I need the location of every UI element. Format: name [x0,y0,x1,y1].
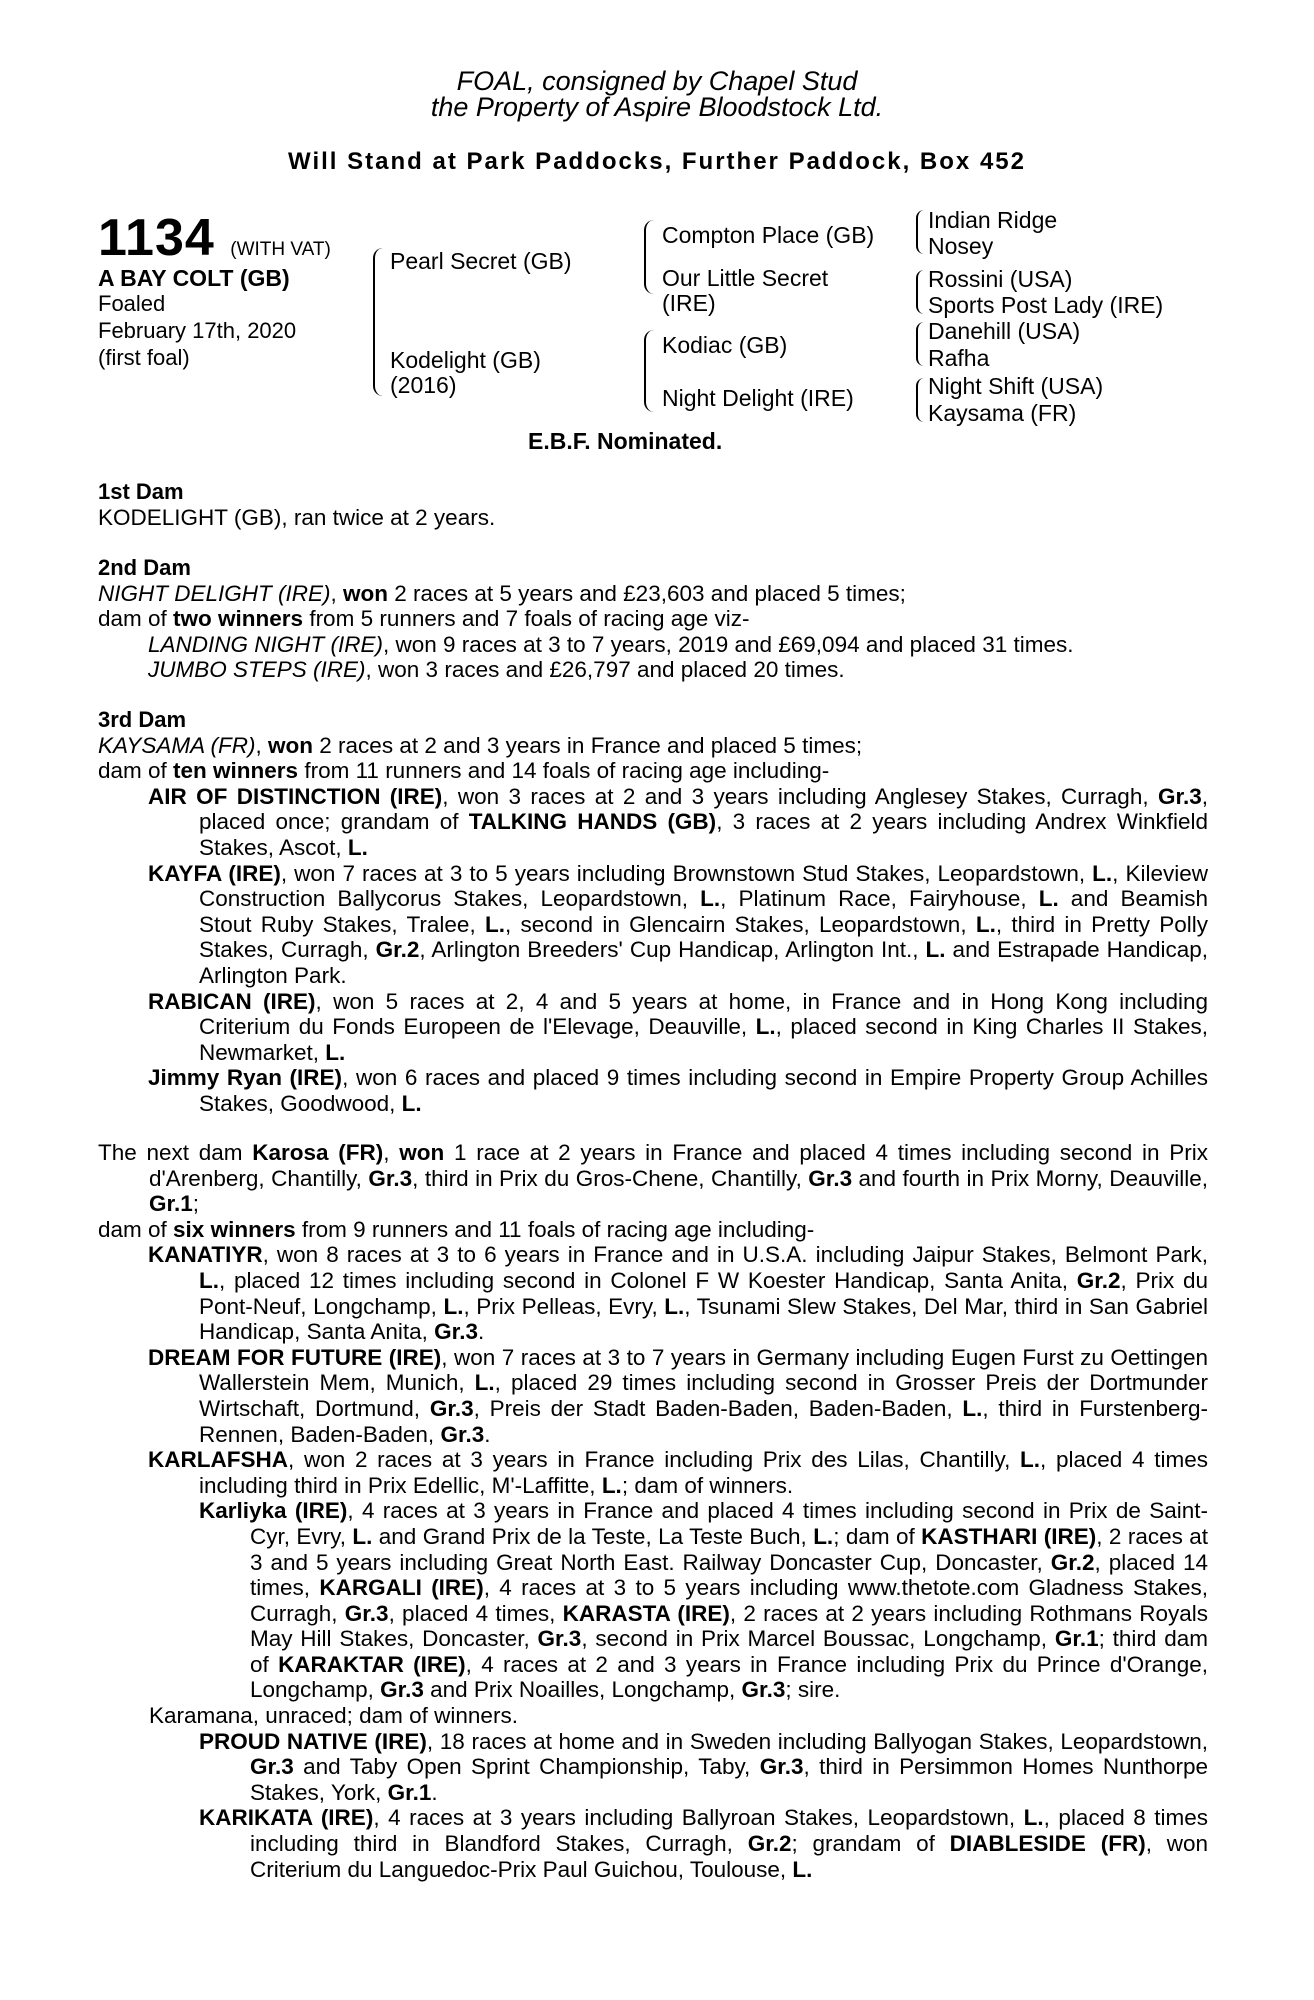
dds: Night Shift (USA) [928,373,1104,399]
ds-brace [916,322,924,366]
produce-summary: from 5 runners and 7 foals of racing age viz- [303,606,750,632]
dam-sire: Kodiac (GB) [662,332,788,358]
dam: Kodelight (GB) [390,347,541,373]
ss-brace [916,210,924,254]
second-dam-record: 2 races at 5 years and £23,603 and placed 5 times; [388,580,906,606]
dsd: Rafha [928,345,990,371]
produce-entry: DREAM FOR FUTURE (IRE), won 7 races at 3 to 7 years in Germany including Eugen Furst zu Oettingen Wallerstein Mem, Munich, L., placed 29 times including second in Grosser Preis der Dortmunder Wirtschaft, Dortmund, Gr.3, Preis der Stadt Baden-Baden, Baden-Baden, L., third in Furstenberg-Rennen, Baden-Baden, Gr.3. [148,1344,1209,1447]
dam-dam: Night Delight (IRE) [662,385,854,411]
produce-entry: Jimmy Ryan (IRE), won 6 races and placed 9 times including second in Empire Property Group Achilles Stakes, Goodwood, L. [148,1065,1208,1116]
produce-summary: from 11 runners and 14 foals of racing age including- [298,758,830,784]
produce-entry: KARIKATA (IRE), 4 races at 3 years including Ballyroan Stakes, Leopardstown, L., placed 8 times including third in Blandford Stakes, Curragh, Gr.2; grandam of DIABLESIDE (FR), won Criterium du Languedoc-Prix Paul Guichou, Toulouse, L. [199,1805,1208,1882]
sss: Indian Ridge [928,207,1058,233]
produce-entry: RABICAN (IRE), won 5 races at 2, 4 and 5 years at home, in France and in Hong Kong including Criterium du Fonds Europeen de l'Elevage, Deauville, L., placed second in King Charles II Stakes, Newmarket, L. [148,988,1208,1065]
consignor-line: FOAL, consigned by Chapel Stud [456,66,858,96]
dd-brace [916,378,924,422]
next-dam-section: The next dam Karosa (FR), won 1 race at 2 years in France and placed 4 times including second in Prix d'Arenberg, Chantilly, Gr.3, third in Prix du Gros-Chene, Chantilly, Gr.3 and fourth in Prix Morny, Deauville, Gr.1; dam of six winners from 9 runners and 11 foals of racing age including- KANATIYR, won 8 races at 3 to 6 years in France and in U.S.A. including Jaipur Stakes, Belmont Park, L., placed 12 times including second in Colonel F W Koester Handicap, Santa Anita, Gr.2, Prix du Pont-Neuf, Longchamp, L., Prix Pelleas, Evry, L., Tsunami Slew Stakes, Del Mar, third in San Gabriel Handicap, Santa Anita, Gr.3. DREAM FOR FUTURE (IRE), won 7 races at 3 to 7 years in Germany including Eugen Furst zu Oettingen Wallerstein Mem, Munich, L., placed 29 times including second in Grosser Preis der Dortmunder Wirtschaft, Dortmund, Gr.3, Preis der Stadt Baden-Baden, Baden-Baden, L., third in Furstenberg-Rennen, Baden-Baden, Gr.3. KARLAFSHA, won 2 races at 3 years in France including Prix des Lilas, Chantilly, L., placed 4 times including third in Prix Edellic, M'-Laffitte, L.; dam of winners. Karliyka (IRE), 4 races at 3 years in France and placed 4 times including second in Prix de Saint-Cyr, Evry, L. and Grand Prix de la Teste, La Teste Buch, L.; dam of KASTHARI (IRE), 2 races at 3 and 5 years including Great North East. Railway Doncaster Cup, Doncaster, Gr.2, placed 14 times, KARGALI (IRE), 4 races at 3 to 5 years including www.thetote.com Gladness Stakes, Curragh, Gr.3, placed 4 times, KARASTA (IRE), 2 races at 2 years including Rothmans Royals May Hill Stakes, Doncaster, Gr.3, second in Prix Marcel Boussac, Longchamp, Gr.1; third dam of KARAKTAR (IRE), 4 races at 2 and 3 years in France including Prix du Prince d'Orange, Longchamp, Gr.3 and Prix Noailles, Longchamp, Gr.3; sire. Karamana, unraced; dam of winners. PROUD NATIVE (IRE), 18 races at home and in Sweden including Ballyogan Stakes, Leopardstown, Gr.3 and Taby Open Sprint Championship, Taby, Gr.3, third in Persimmon Homes Nunthorpe Stakes, York, Gr.1. KARIKATA (IRE), 4 races at 3 years including Ballyroan Stakes, Leopardstown, L., placed 8 times including third in Blandford Stakes, Curragh, Gr.2; grandam of DIABLESIDE (FR), won Criterium du Languedoc-Prix Paul Guichou, Toulouse, L. [98,1140,1209,1882]
vat-note: (WITH VAT) [230,239,331,260]
second-dam-section: 2nd Dam NIGHT DELIGHT (IRE), won 2 races at 5 years and £23,603 and placed 5 times; dam of two winners from 5 runners and 7 foals of racing age viz- LANDING NIGHT (IRE), won 9 races at 3 to 7 years, 2019 and £69,094 and placed 31 times. JUMBO STEPS (IRE), won 3 races and £26,797 and placed 20 times. [98,555,1208,683]
dss: Danehill (USA) [928,318,1081,344]
sire-sire: Compton Place (GB) [662,222,875,248]
produce-entry: KAYFA (IRE), won 7 races at 3 to 5 years including Brownstown Stud Stakes, Leopardstown, L., Kileview Construction Ballycorus Stakes, Leopardstown, L., Platinum Race, Fairyhouse, L. and Beamish Stout Ruby Stakes, Tralee, L., second in Glencairn Stakes, Leopardstown, L., third in Pretty Polly Stakes, Curragh, Gr.2, Arlington Breeders' Cup Handicap, Arlington Int., L. and Estrapade Handicap, Arlington Park. [148,860,1209,988]
produce-entry: KARLAFSHA, won 2 races at 3 years in France including Prix des Lilas, Chantilly, L., placed 4 times including third in Prix Edellic, M'-Laffitte, L.; dam of winners. [148,1447,1208,1498]
ssd: Nosey [928,233,994,259]
third-dam-section: 3rd Dam KAYSAMA (FR), won 2 races at 2 and 3 years in France and placed 5 times; dam of ten winners from 11 runners and 14 foals of racing age including- AIR OF DISTINCTION (IRE), won 3 races at 2 and 3 years including Anglesey Stakes, Curragh, Gr.3, placed once; grandam of TALKING HANDS (GB), 3 races at 2 years including Andrex Winkfield Stakes, Ascot, L. KAYFA (IRE), won 7 races at 3 to 5 years including Brownstown Stud Stakes, Leopardstown, L., Kileview Construction Ballycorus Stakes, Leopardstown, L., Platinum Race, Fairyhouse, L. and Beamish Stout Ruby Stakes, Tralee, L., second in Glencairn Stakes, Leopardstown, L., third in Pretty Polly Stakes, Curragh, Gr.2, Arlington Breeders' Cup Handicap, Arlington Int., L. and Estrapade Handicap, Arlington Park. RABICAN (IRE), won 5 races at 2, 4 and 5 years at home, in France and in Hong Kong including Criterium du Fonds Europeen de l'Elevage, Deauville, L., placed second in King Charles II Stakes, Newmarket, L. Jimmy Ryan (IRE), won 6 races and placed 9 times including second in Empire Property Group Achilles Stakes, Goodwood, L. [98,707,1209,1116]
location-line: Will Stand at Park Paddocks, Further Paddock, Box 452 [288,148,1026,175]
third-dam-name: KAYSAMA (FR) [98,732,256,758]
winners-count: two winners [173,606,304,632]
sire-dam-2: (IRE) [662,290,716,316]
first-dam-section [98,479,1208,530]
next-dam-name: Karosa (FR) [252,1140,384,1165]
sd-brace [916,270,924,314]
produce-entry: PROUD NATIVE (IRE), 18 races at home and in Sweden including Ballyogan Stakes, Leopardstown, Gr.3 and Taby Open Sprint Championship, Taby, Gr.3, third in Persimmon Homes Nunthorpe Stakes, York, Gr.1. [199,1728,1208,1805]
lot-number: 1134 (WITH VAT) [98,209,331,267]
sds: Rossini (USA) [928,266,1073,292]
foaled-label: Foaled [98,291,166,316]
produce-entry: Karliyka (IRE), 4 races at 3 years in France and placed 4 times including second in Prix de Saint-Cyr, Evry, L. and Grand Prix de la Teste, La Teste Buch, L.; dam of KASTHARI (IRE), 2 races at 3 and 5 years including Great North East. Railway Doncaster Cup, Doncaster, Gr.2, placed 14 times, KARGALI (IRE), 4 races at 3 to 5 years including www.thetote.com Gladness Stakes, Curragh, Gr.3, placed 4 times, KARASTA (IRE), 2 races at 2 years including Rothmans Royals May Hill Stakes, Doncaster, Gr.3, second in Prix Marcel Boussac, Longchamp, Gr.1; third dam of KARAKTAR (IRE), 4 races at 2 and 3 years in France including Prix du Prince d'Orange, Longchamp, Gr.3 and Prix Noailles, Longchamp, Gr.3; sire. [199,1498,1209,1703]
second-dam-heading: 2nd Dam [98,555,191,580]
won-label: won [343,580,389,606]
ddd: Kaysama (FR) [928,400,1077,426]
sire: Pearl Secret (GB) [390,248,572,274]
dam-year: (2016) [390,372,457,398]
first-dam-heading: 1st Dam [98,479,184,504]
dam-of-label: dam of [98,1216,174,1242]
third-dam-heading: 3rd Dam [98,707,187,732]
foaled-date: February 17th, 2020 [98,318,297,343]
next-dam-intro: The next dam [98,1140,253,1165]
winners-count: six winners [173,1216,296,1242]
karamana-line: Karamana, unraced; dam of winners. [149,1703,518,1729]
dam-of-label: dam of [98,758,174,784]
lot-title: A BAY COLT (GB) [98,265,290,291]
second-dam-name: NIGHT DELIGHT (IRE) [98,580,331,606]
sire-dam-1: Our Little Secret [662,265,829,291]
sdd: Sports Post Lady (IRE) [928,292,1164,318]
dam-line-brace [644,330,654,412]
first-dam-text: KODELIGHT (GB), ran twice at 2 years. [98,504,496,530]
dam-of-label: dam of [98,606,174,632]
won-label: won [268,732,314,758]
produce-entry: JUMBO STEPS (IRE), won 3 races and £26,797 and placed 20 times. [148,657,845,683]
pedigree-brace [373,248,385,396]
owner-line: the Property of Aspire Bloodstock Ltd. [430,92,884,122]
produce-summary: from 9 runners and 11 foals of racing age including- [295,1216,815,1242]
sire-line-brace [644,220,654,294]
third-dam-record: 2 races at 2 and 3 years in France and placed 5 times; [313,732,863,758]
produce-entry: AIR OF DISTINCTION (IRE), won 3 races at 2 and 3 years including Anglesey Stakes, Curragh, Gr.3, placed once; grandam of TALKING HANDS (GB), 3 races at 2 years including Andrex Winkfield Stakes, Ascot, L. [148,783,1209,860]
foal-note: (first foal) [98,345,190,370]
winners-count: ten winners [173,758,299,784]
produce-entry: LANDING NIGHT (IRE), won 9 races at 3 to 7 years, 2019 and £69,094 and placed 31 times. [148,631,1074,657]
won-label: won [399,1140,445,1165]
next-dam-record: 1 race at 2 years in France and placed 4 times including second in Prix d'Arenberg, Chantilly, [149,1140,1208,1191]
produce-entry: KANATIYR, won 8 races at 3 to 6 years in France and in U.S.A. including Jaipur Stakes, Belmont Park, L., placed 12 times including second in Colonel F W Koester Handicap, Santa Anita, Gr.2, Prix du Pont-Neuf, Longchamp, L., Prix Pelleas, Evry, L., Tsunami Slew Stakes, Del Mar, third in San Gabriel Handicap, Santa Anita, Gr.3. [148,1242,1208,1345]
ebf-nominated: E.B.F. Nominated. [528,428,723,454]
